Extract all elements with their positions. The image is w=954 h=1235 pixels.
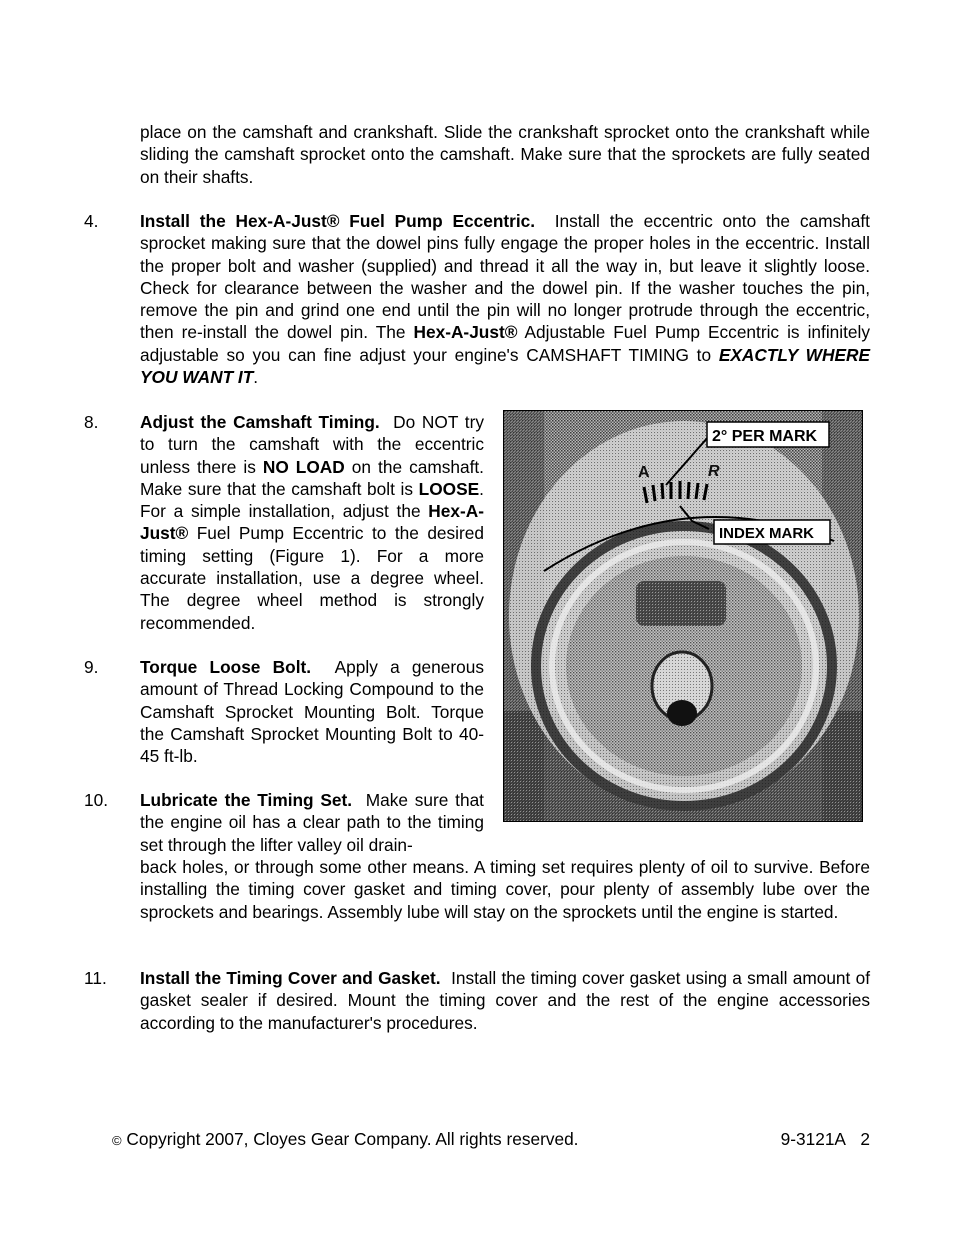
step-8-number: 8. bbox=[84, 412, 99, 432]
step-8-bold-a: NO LOAD bbox=[262, 456, 345, 477]
step-8-brand: Hex-A-Just® bbox=[140, 501, 484, 544]
intro-text: place on the camshaft and crankshaft. Slide the crankshaft sprocket onto the crankshaft while sliding the camshaft sprocket onto the camshaft. Make sure that the sprockets are fully seated on their shafts. bbox=[140, 122, 870, 187]
step-8-bold-b: LOOSE bbox=[418, 478, 480, 499]
step-9-text-a: Apply a generous amount of Thread Locking Compound to the Camshaft Sprocket Mounting Bolt. Torque the Camshaft Sprocket Mounting Bolt to 40-45 ft-lb. bbox=[140, 657, 484, 767]
copyright-notice bbox=[112, 1128, 579, 1152]
index-mark-label: INDEX MARK bbox=[719, 525, 815, 542]
step-10-text-a: Make sure that the engine oil has a clear path to the timing set through the lifter valley oil drain- bbox=[140, 790, 484, 855]
step-10-text-b: back holes, or through some other means. A timing set requires plenty of oil to survive. Before installing the timing cover gasket and timing cover, pour plenty of assembly lube over the sprockets and bearings. Assembly lube will stay on the sprockets until the engine is started. bbox=[140, 857, 870, 922]
document-id: 9-3121A bbox=[780, 1129, 846, 1149]
step-4-paragraph bbox=[140, 210, 870, 388]
step-11-paragraph bbox=[140, 967, 870, 1034]
step-10-paragraph-top bbox=[140, 789, 484, 856]
page-number: 2 bbox=[860, 1129, 870, 1149]
advance-letter: A bbox=[638, 464, 650, 481]
copyright-icon: © bbox=[112, 1133, 122, 1148]
step-11-text-a: Install the timing cover gasket using a small amount of gasket sealer if desired. Mount the timing cover and the rest of the engine accessories according to the manufacturer's procedures. bbox=[140, 968, 871, 1033]
page-footer bbox=[112, 1128, 870, 1152]
step-4-text-c: . bbox=[253, 367, 259, 388]
timing-marks-photo bbox=[504, 411, 862, 821]
intro-paragraph bbox=[140, 121, 870, 188]
step-10-number: 10. bbox=[84, 790, 109, 810]
retard-letter: R bbox=[708, 463, 720, 480]
step-8-paragraph bbox=[140, 411, 484, 634]
step-9-heading: Torque Loose Bolt. bbox=[140, 657, 312, 677]
step-11-heading: Install the Timing Cover and Gasket. bbox=[140, 968, 441, 988]
step-9-number: 9. bbox=[84, 657, 99, 677]
step-4-emphasis: EXACTLY WHERE YOU WANT IT bbox=[140, 344, 870, 388]
step-4-number: 4. bbox=[84, 211, 99, 231]
step-10-paragraph-bottom bbox=[140, 856, 870, 923]
step-10-heading: Lubricate the Timing Set. bbox=[140, 790, 353, 810]
per-mark-label: 2° PER MARK bbox=[712, 428, 818, 445]
step-8-text-b: on the camshaft. Make sure that the camshaft bolt is bbox=[140, 456, 484, 499]
step-4-text-a: Install the eccentric onto the camshaft sprocket making sure that the dowel pins fully engage the proper holes in the eccentric. Install the proper bolt and washer (supplied) and thread it all the way in, but leave it slightly loose. Check for clearance between the washer and the dowel pin. If the washer touches the pin, remove the pin and grind one end until the pin will no longer protrude through the eccentric, then re-install the dowel pin. The bbox=[140, 211, 870, 343]
step-9-paragraph bbox=[140, 656, 484, 767]
timing-marks-figure bbox=[503, 410, 863, 822]
step-8-text-a: Do NOT try to turn the camshaft with the eccentric unless there is bbox=[140, 412, 484, 477]
step-4-text-b: Adjustable Fuel Pump Eccentric is infinitely adjustable so you can fine adjust your engine's CAMSHAFT TIMING to bbox=[140, 322, 871, 365]
step-4-brand: Hex-A-Just® bbox=[413, 322, 518, 343]
copyright-text: Copyright 2007, Cloyes Gear Company. All rights reserved. bbox=[126, 1129, 579, 1149]
step-11-number: 11. bbox=[84, 968, 107, 988]
step-4-heading: Install the Hex-A-Just® Fuel Pump Eccentric. bbox=[140, 211, 536, 231]
step-8-text-d: Fuel Pump Eccentric to the desired timing setting (Figure 1). For a more accurate installation, use a degree wheel. The degree wheel method is strongly recommended. bbox=[140, 523, 484, 633]
step-8-text-c: . For a simple installation, adjust the bbox=[140, 478, 484, 522]
doc-reference bbox=[781, 1128, 870, 1150]
step-8-heading: Adjust the Camshaft Timing. bbox=[140, 412, 380, 432]
